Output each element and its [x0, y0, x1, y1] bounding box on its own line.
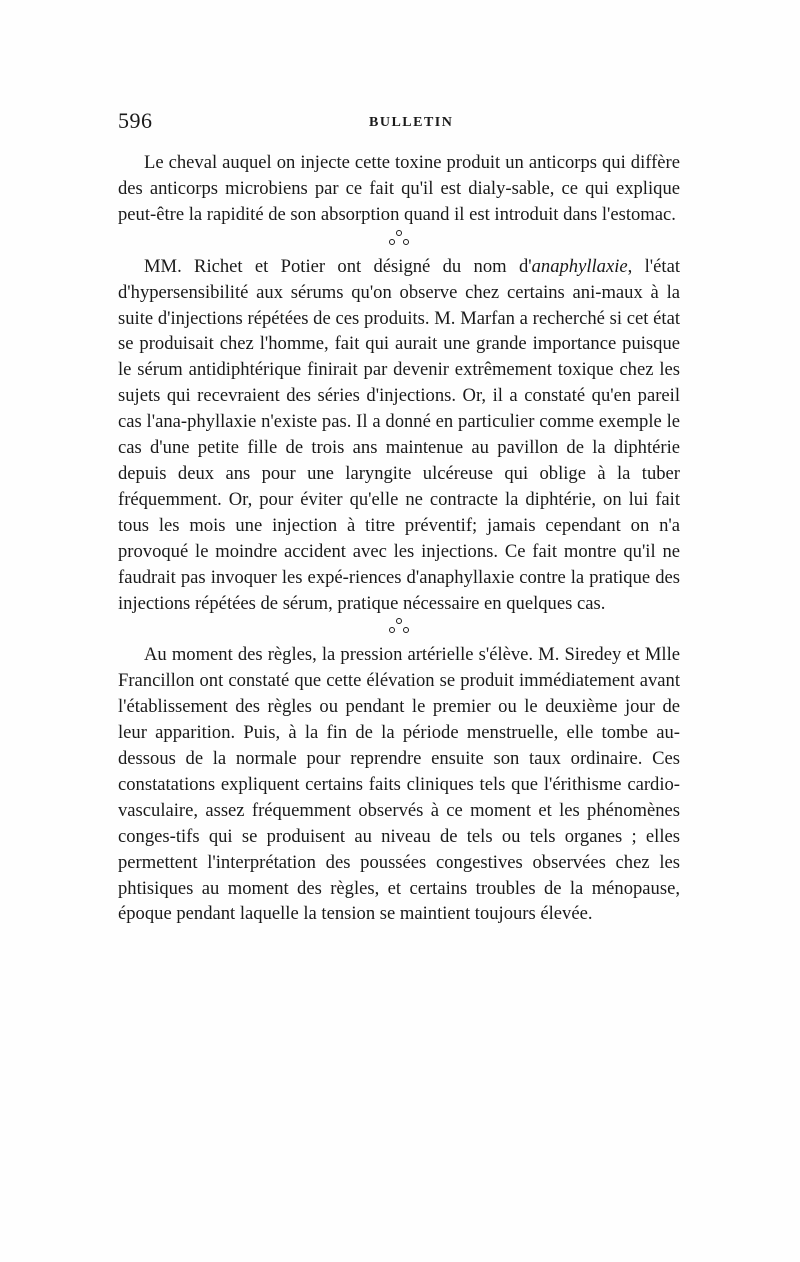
- paragraph-toxine: Le cheval auquel on injecte cette toxine produit un anticorps qui diffère des anticorps microbiens par ce fait qu'il est dialy-sable, ce qui explique peut-être la rapidité de son absorption quand il est introduit dans l'estomac.: [118, 152, 680, 225]
- running-head: BULLETIN: [369, 115, 454, 130]
- paragraph-text: , l'état d'hypersensibilité aux sérums qu'on observe chez certains ani-maux à la suite d'injections répétées de ces produits. M. Marfan a recherché si cet état se produisait chez l'homme, fait qui aurait une grande importance puisque le sérum antidiphtérique finirait par devenir extrêmement toxique chez les sujets qui recevraient des séries d'injections. Or, il a constaté qu'en pareil cas l'ana-phyllaxie n'existe pas. Il a donné en particulier comme exemple le cas d'une petite fille de trois ans maintenue au pavillon de la diphtérie depuis deux ans pour une laryngite ulcéreuse qui oblige à la tuber fréquemment. Or, pour éviter qu'elle ne contracte la diphtérie, on lui fait tous les mois une injection à titre préventif; jamais cependant on n'a provoqué le moindre accident avec les injections. Ce fait montre qu'il ne faudrait pas invoquer les expé-riences d'anaphyllaxie contre la pratique des injections répétées de sérum, pratique nécessaire en quelques cas.: [118, 255, 680, 614]
- page-number: 596: [118, 108, 153, 133]
- italic-term: anaphyllaxie: [531, 255, 628, 277]
- paragraph-anaphyllaxie: [118, 254, 680, 617]
- asterism-icon: [388, 616, 410, 638]
- page-header: [118, 108, 678, 138]
- paragraph-regles: Au moment des règles, la pression artérielle s'élève. M. Siredey et Mlle Francillon ont constaté que cette élévation se produit immédiatement avant l'établissement des règles ou pendant le premier ou le deuxième jour de leur apparition. Puis, à la fin de la période menstruelle, elle tombe au-dessous de la normale pour reprendre ensuite son taux ordinaire. Ces constatations expliquent certains faits cliniques tels que l'érithisme cardio-vasculaire, assez fréquemment observés à ce moment et les phénomènes conges-tifs qui se produisent au niveau de tels ou tels organes ; elles permettent l'interprétation des poussées congestives observées chez les phtisiques au moment des règles, et certains troubles de la ménopause, époque pendant laquelle la tension se maintient toujours élevée.: [118, 644, 680, 925]
- body-text: [118, 150, 680, 927]
- section-separator: [118, 228, 680, 254]
- section-separator: [118, 616, 680, 642]
- paragraph-text: MM. Richet et Potier ont désigné du nom d': [144, 255, 532, 277]
- asterism-icon: [388, 228, 410, 250]
